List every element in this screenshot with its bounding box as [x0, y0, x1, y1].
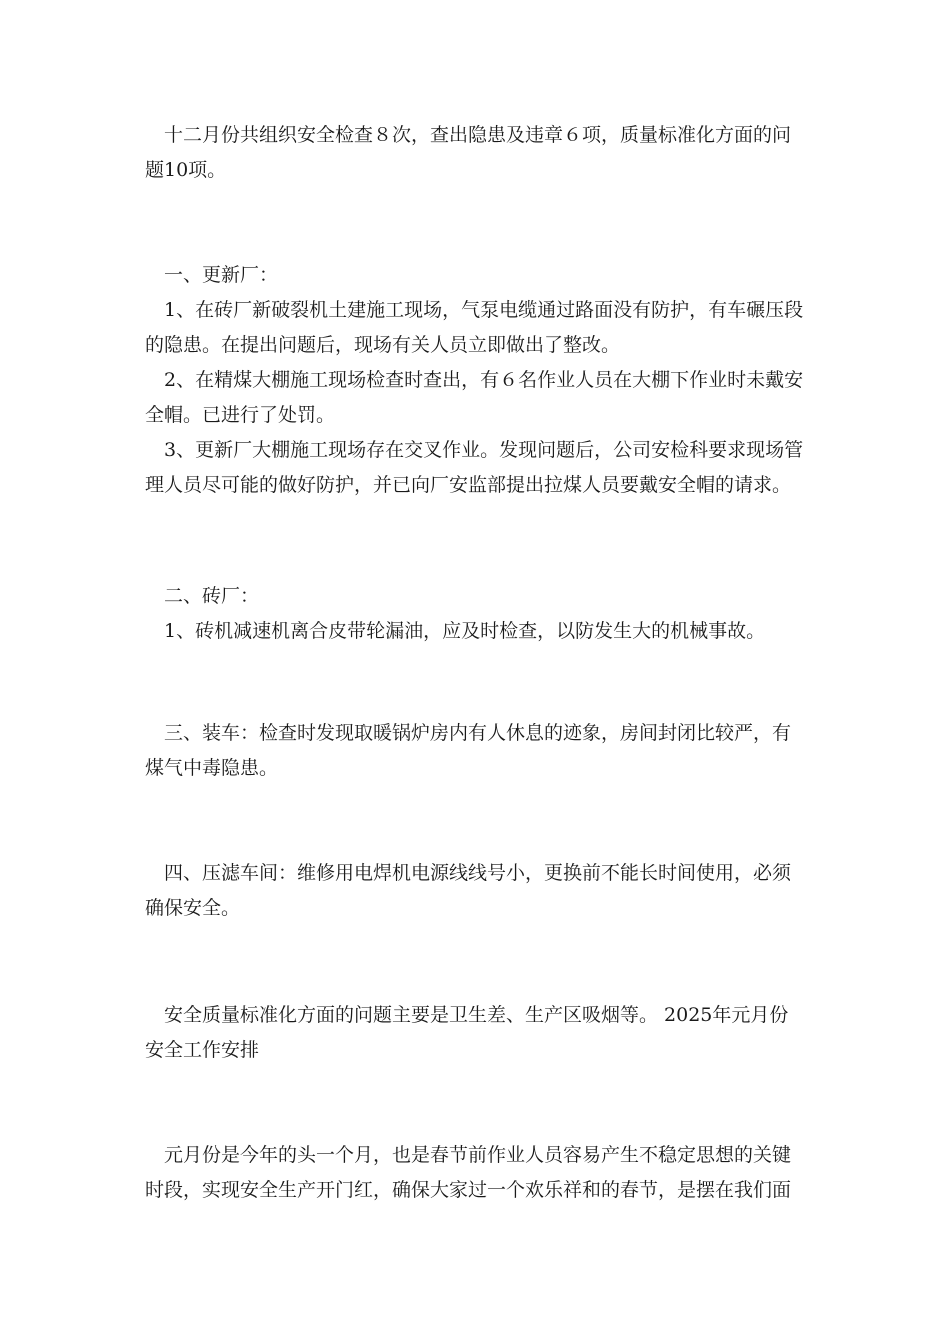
section1-item-3: 3、更新厂大棚施工现场存在交叉作业。发现问题后，公司安检科要求现场管理人员尽可能的做好防护，并已向厂安监部提出拉煤人员要戴安全帽的请求。	[145, 439, 804, 496]
section4-text: 四、压滤车间：维修用电焊机电源线线号小，更换前不能长时间使用，必须确保安全。	[145, 862, 792, 919]
summary-text: 十二月份共组织安全检查８次，查出隐患及违章６项，质量标准化方面的问题10项。	[145, 124, 792, 181]
section-brick-plant	[145, 579, 805, 649]
summary-paragraph	[145, 118, 805, 188]
quality-paragraph	[145, 998, 805, 1068]
january-text: 元月份是今年的头一个月，也是春节前作业人员容易产生不稳定思想的关键时段，实现安全生产开门红，确保大家过一个欢乐祥和的春节，是摆在我们面	[145, 1144, 792, 1201]
section2-heading: 二、砖厂：	[164, 585, 260, 607]
section3-text: 三、装车：检查时发现取暖锅炉房内有人休息的迹象，房间封闭比较严，有煤气中毒隐患。	[145, 722, 792, 779]
section1-item-1: 1、在砖厂新破裂机土建施工现场，气泵电缆通过路面没有防护，有车碾压段的隐患。在提出问题后，现场有关人员立即做出了整改。	[145, 299, 804, 356]
january-paragraph	[145, 1138, 805, 1208]
section1-heading: 一、更新厂：	[164, 264, 279, 286]
quality-text: 安全质量标准化方面的问题主要是卫生差、生产区吸烟等。 2025年元月份安全工作安排	[145, 1004, 789, 1061]
section-loading	[145, 716, 805, 786]
section2-item-1: 1、砖机减速机离合皮带轮漏油，应及时检查，以防发生大的机械事故。	[164, 620, 766, 642]
section-filter-press	[145, 856, 805, 926]
section1-item-2: 2、在精煤大棚施工现场检查时查出，有６名作业人员在大棚下作业时未戴安全帽。已进行了处罚。	[145, 369, 804, 426]
section-update-plant	[145, 258, 805, 503]
